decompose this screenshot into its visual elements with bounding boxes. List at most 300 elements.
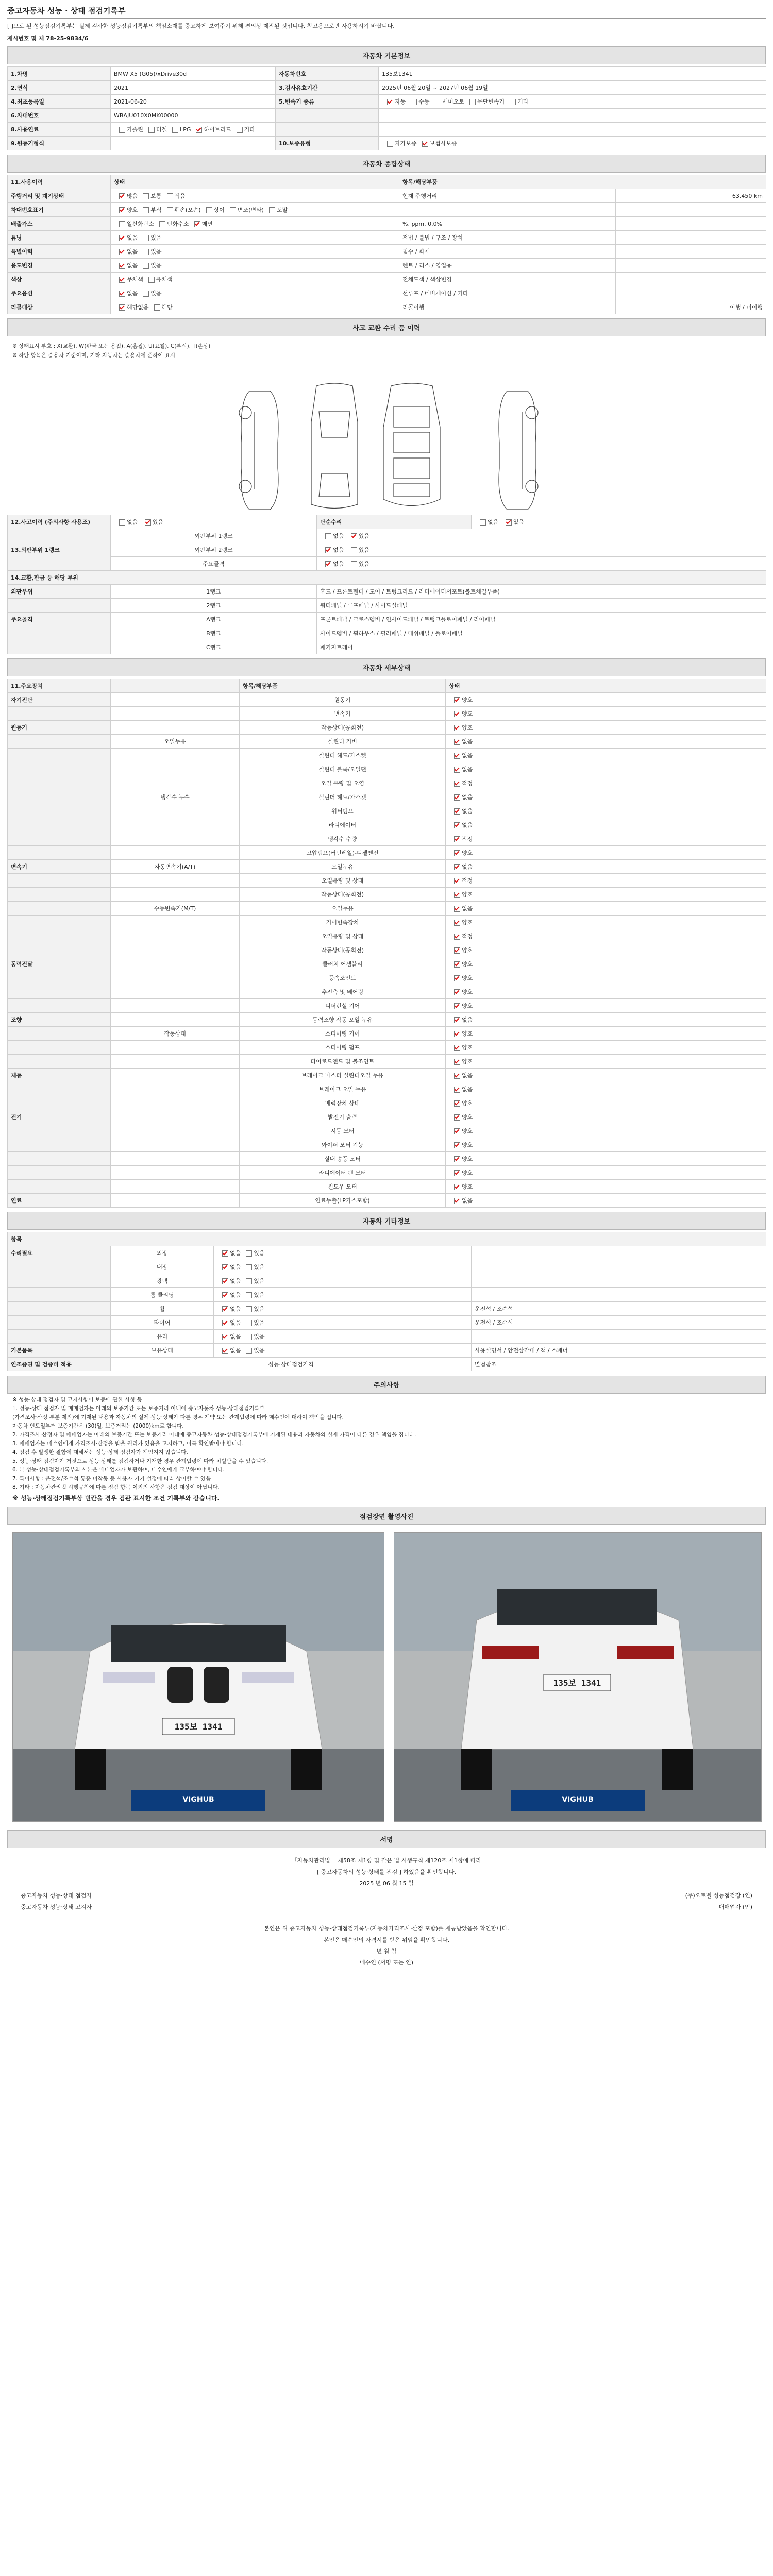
general-options-checkbox[interactable] xyxy=(206,207,212,213)
detail-state xyxy=(446,902,766,916)
general-options-checkbox[interactable] xyxy=(119,263,125,269)
detail-sub xyxy=(111,1138,240,1152)
detail-sub xyxy=(111,1082,240,1096)
inspector-label: 중고자동차 성능·상태 점검자 xyxy=(21,1892,92,1899)
detail-state-checkbox[interactable] xyxy=(454,1114,460,1121)
general-row xyxy=(8,259,766,273)
etc-options-option-label: 있음 xyxy=(254,1292,265,1298)
etc-row xyxy=(8,1260,766,1274)
general-options-checkbox[interactable] xyxy=(143,235,149,241)
detail-group xyxy=(8,818,111,832)
etc-extra: 운전석 / 조수석 xyxy=(472,1302,766,1316)
rank-row-1: 외판부위 1랭크 xyxy=(111,529,317,543)
front-lift-label: VIGHUB xyxy=(182,1795,214,1804)
front-photo xyxy=(12,1532,384,1822)
detail-state xyxy=(446,832,766,846)
detail-item: 실린더 커버 xyxy=(240,735,446,749)
general-options-option-label: 없음 xyxy=(127,248,138,255)
etc-item: 내장 xyxy=(111,1260,214,1274)
general-row xyxy=(8,203,766,217)
basic-row xyxy=(8,123,766,137)
detail-state-checkbox[interactable] xyxy=(454,878,460,884)
detail-sub xyxy=(111,943,240,957)
detail-item: 등속조인트 xyxy=(240,971,446,985)
detail-sub: 작동상태 xyxy=(111,1027,240,1041)
detail-state-checkbox[interactable] xyxy=(454,961,460,968)
detail-state-checkbox[interactable] xyxy=(454,711,460,717)
detail-item: 실내 송풍 모터 xyxy=(240,1152,446,1166)
detail-group xyxy=(8,1166,111,1180)
detail-group xyxy=(8,1096,111,1110)
caution-line: 8. 기타 : 자동차관리법 시행규칙에 따른 점검 항목 이외의 사항은 점검 대상이 아닙니다. xyxy=(12,1484,220,1490)
transmission-options-checkbox[interactable] xyxy=(510,99,516,105)
etc-options-checkbox[interactable] xyxy=(246,1334,252,1340)
detail-head-group: 11.주요장치 xyxy=(8,679,111,693)
detail-state-checkbox[interactable] xyxy=(454,1059,460,1065)
basic-value-2: 135보1341 xyxy=(379,67,766,81)
accident-table: 12.사고이력 (주의사항 사용조) 없음 있음 단순수리 없음 있음 13.외판부위 1랭크 외판부위 1랭크 없음 있음 외판부위 2랭크 없음 있음 주요골격 없음 있음 14.교환,판금 등 해당 부위 외판부위 1랭크 후드 / 프론트휀더 / 도어 / 트렁크리드 / 라디에이터서포트(볼트체결부품) 2랭크 쿼터패널 / 루프패널 / 사이드실패널 주요골격 A랭크 프론트패널 / 크로스멤버 / 인사이드패널 / 트렁크플로어패널 / 리어패널 B랭크 사이드멤버 / 휠하우스 / 필러패널 / 대쉬패널 / 플로어패널 C랭크 패키지트레이 xyxy=(7,515,766,654)
detail-sub xyxy=(111,1069,240,1082)
general-options-checkbox[interactable] xyxy=(167,207,173,213)
accident-yes-checkbox[interactable] xyxy=(145,519,151,526)
detail-state-label: 없음 xyxy=(462,863,473,870)
accident-label: 12.사고이력 (주의사항 사용조) xyxy=(8,515,111,529)
caution-line: 6. 본 성능·상태점검기록부의 사본은 매매업자가 보관하며, 매수인에게 교부하여야 합니다. xyxy=(12,1467,225,1473)
general-head-item: 11.사용이력 xyxy=(8,175,111,189)
detail-state-checkbox[interactable] xyxy=(454,1184,460,1190)
detail-row xyxy=(8,776,766,790)
detail-group xyxy=(8,1124,111,1138)
etc-options-option-label: 있음 xyxy=(254,1347,265,1354)
general-options-checkbox[interactable] xyxy=(159,221,165,227)
general-row xyxy=(8,300,766,314)
accident-none-checkbox[interactable] xyxy=(119,519,125,526)
detail-group: 전기 xyxy=(8,1110,111,1124)
detail-state-label: 적정 xyxy=(462,877,473,884)
detail-group xyxy=(8,874,111,888)
detail-state-checkbox[interactable] xyxy=(454,920,460,926)
detail-row xyxy=(8,1041,766,1055)
general-options xyxy=(111,245,399,259)
pricer-row xyxy=(21,1903,752,1911)
detail-state-label: 없음 xyxy=(462,1197,473,1204)
detail-state-label: 양호 xyxy=(462,1183,473,1190)
caution-line: 5. 성능·상태 점검자가 거짓으로 성능·상태를 점검하거나 기재한 경우 관계법령에 따라 처벌받을 수 있습니다. xyxy=(12,1458,268,1464)
general-options xyxy=(111,189,399,203)
etc-item: 휠 xyxy=(111,1302,214,1316)
detail-sub xyxy=(111,804,240,818)
detail-state xyxy=(446,1166,766,1180)
detail-state xyxy=(446,860,766,874)
receipt-block xyxy=(0,1923,773,1969)
general-options-checkbox[interactable] xyxy=(119,207,125,213)
transmission-options-option-label: 세미오토 xyxy=(442,98,465,105)
general-detail: %, ppm, 0.0% xyxy=(399,217,616,231)
detail-item: 스티어링 펌프 xyxy=(240,1041,446,1055)
general-options-checkbox[interactable] xyxy=(148,277,155,283)
receipt-line2: 본인은 매수인의 자격서를 받은 위임을 확인합니다. xyxy=(323,1937,450,1943)
detail-sub xyxy=(111,916,240,929)
etc-item: 보유상태 xyxy=(111,1344,214,1358)
etc-options-checkbox[interactable] xyxy=(246,1306,252,1312)
detail-sub xyxy=(111,721,240,735)
general-options-checkbox[interactable] xyxy=(167,193,173,199)
detail-row xyxy=(8,832,766,846)
general-options-option-label: 양호 xyxy=(127,207,138,213)
document-number-label: 제시번호 및 제 xyxy=(7,35,44,42)
transmission-options-checkbox[interactable] xyxy=(469,99,476,105)
detail-state xyxy=(446,790,766,804)
parts-group xyxy=(8,599,111,613)
general-label: 주행거리 및 계기상태 xyxy=(8,189,111,203)
general-label: 색상 xyxy=(8,273,111,286)
etc-row xyxy=(8,1316,766,1330)
general-options-option-label: 부식 xyxy=(150,207,162,213)
parts-group: 주요골격 xyxy=(8,613,111,626)
etc-row xyxy=(8,1288,766,1302)
general-options-option-label: 없음 xyxy=(127,290,138,297)
detail-item: 고압펌프(커먼레일)-디젤엔진 xyxy=(240,846,446,860)
price-label: 인조증권 및 검증비 적용 xyxy=(8,1358,111,1371)
detail-state-checkbox[interactable] xyxy=(454,1170,460,1176)
general-value xyxy=(616,203,766,217)
etc-options-checkbox[interactable] xyxy=(246,1292,252,1298)
detail-state-label: 양호 xyxy=(462,1058,473,1065)
detail-state-checkbox[interactable] xyxy=(454,781,460,787)
caution-line: 4. 점검 후 발생한 결함에 대해서는 성능·상태 점검자가 책임지지 않습니다. xyxy=(12,1449,188,1455)
caution-line: 3. 매매업자는 매수인에게 가격조사·산정을 받을 권리가 있음을 고지하고, 이를 확인받아야 합니다. xyxy=(12,1440,244,1447)
detail-state xyxy=(446,735,766,749)
warranty-options-checkbox[interactable] xyxy=(422,141,428,147)
detail-state-checkbox[interactable] xyxy=(454,1045,460,1051)
fuel-options-checkbox[interactable] xyxy=(237,127,243,133)
basic-row xyxy=(8,137,766,150)
detail-state-label: 없음 xyxy=(462,1086,473,1093)
detail-state xyxy=(446,1180,766,1194)
detail-row xyxy=(8,1082,766,1096)
etc-group: 수리필요 xyxy=(8,1246,111,1260)
detail-state-checkbox[interactable] xyxy=(454,739,460,745)
detail-state xyxy=(446,693,766,707)
detail-item: 냉각수 수량 xyxy=(240,832,446,846)
general-options-option-label: 많음 xyxy=(127,193,138,199)
detail-state-checkbox[interactable] xyxy=(454,1003,460,1009)
detail-state-label: 양호 xyxy=(462,947,473,954)
detail-sub xyxy=(111,1013,240,1027)
transmission-options-option-label: 수동 xyxy=(418,98,430,105)
detail-state-checkbox[interactable] xyxy=(454,947,460,954)
detail-state xyxy=(446,1055,766,1069)
detail-state xyxy=(446,762,766,776)
detail-group xyxy=(8,1027,111,1041)
detail-state-checkbox[interactable] xyxy=(454,1087,460,1093)
general-options-checkbox[interactable] xyxy=(269,207,275,213)
general-options-checkbox[interactable] xyxy=(119,304,125,311)
car-outline-diagram xyxy=(7,365,766,515)
detail-group xyxy=(8,916,111,929)
detail-state-checkbox[interactable] xyxy=(454,794,460,801)
detail-group xyxy=(8,1138,111,1152)
detail-state-checkbox[interactable] xyxy=(454,1142,460,1148)
etc-info-table xyxy=(7,1232,766,1371)
transmission-options-option-label: 무단변속기 xyxy=(477,98,505,105)
etc-item: 타이어 xyxy=(111,1316,214,1330)
etc-options-checkbox[interactable] xyxy=(222,1278,228,1284)
general-options xyxy=(111,217,399,231)
detail-state xyxy=(446,985,766,999)
detail-state-checkbox[interactable] xyxy=(454,1031,460,1037)
detail-state xyxy=(446,1152,766,1166)
basic-value: BMW X5 (G05)/xDrive30d xyxy=(111,67,276,81)
detail-sub xyxy=(111,693,240,707)
etc-item: 외장 xyxy=(111,1246,214,1260)
general-options-checkbox[interactable] xyxy=(119,249,125,255)
detail-state-checkbox[interactable] xyxy=(454,1100,460,1107)
detail-state-label: 양호 xyxy=(462,975,473,981)
transmission-options-checkbox[interactable] xyxy=(411,99,417,105)
general-options-option-label: 있음 xyxy=(150,248,162,255)
signature-statement: 「자동차관리법」 제58조 제1항 및 같은 법 시행규칙 제120조 제1항에 따라 [ 중고자동차의 성능·상태를 점검 ] 하였음을 확인합니다. 2025 년 06 월 15 일 xyxy=(0,1855,773,1889)
etc-options-option-label: 없음 xyxy=(230,1306,241,1312)
detail-group xyxy=(8,735,111,749)
general-detail: 적법 / 불법 / 구조 / 장치 xyxy=(399,231,616,245)
transmission-options-option-label: 기타 xyxy=(517,98,529,105)
rear-lift-label: VIGHUB xyxy=(562,1795,594,1804)
general-options xyxy=(111,273,399,286)
parts-list: 사이드멤버 / 휠하우스 / 필러패널 / 대쉬패널 / 플로어패널 xyxy=(317,626,766,640)
fuel-options-option-label: 하이브리드 xyxy=(204,126,231,133)
detail-row xyxy=(8,1096,766,1110)
detail-state-checkbox[interactable] xyxy=(454,767,460,773)
general-options-checkbox[interactable] xyxy=(119,193,125,199)
etc-options-checkbox[interactable] xyxy=(222,1250,228,1257)
detail-state-checkbox[interactable] xyxy=(454,836,460,842)
detail-state-checkbox[interactable] xyxy=(454,934,460,940)
detail-row xyxy=(8,1138,766,1152)
general-options-checkbox[interactable] xyxy=(143,207,149,213)
general-options-checkbox[interactable] xyxy=(119,221,125,227)
detail-item: 라디에이터 xyxy=(240,818,446,832)
caution-line: 7. 특이사항 : 운전석/조수석 통풍 미작동 등 사용자 기기 설정에 따라 상이할 수 있음 xyxy=(12,1476,211,1482)
inspector-row xyxy=(21,1891,752,1900)
repair-yes-checkbox[interactable] xyxy=(506,519,512,526)
basic-value-2 xyxy=(379,123,766,137)
detail-state-checkbox[interactable] xyxy=(454,864,460,870)
etc-item: 광택 xyxy=(111,1274,214,1288)
detail-row xyxy=(8,762,766,776)
detail-state-checkbox[interactable] xyxy=(454,753,460,759)
detail-row xyxy=(8,888,766,902)
general-row xyxy=(8,231,766,245)
detail-item: 시동 모터 xyxy=(240,1124,446,1138)
detail-state-checkbox[interactable] xyxy=(454,906,460,912)
general-detail: 전체도색 / 색상변경 xyxy=(399,273,616,286)
detail-row xyxy=(8,902,766,916)
general-options-checkbox[interactable] xyxy=(194,221,200,227)
section-caution: 주의사항 xyxy=(7,1376,766,1394)
detail-item: 작동상태(공회전) xyxy=(240,943,446,957)
transmission-options-checkbox[interactable] xyxy=(387,99,393,105)
basic-value-2: 2025년 06월 20일 ~ 2027년 06월 19일 xyxy=(379,81,766,95)
general-options-checkbox[interactable] xyxy=(143,249,149,255)
detail-state-label: 없음 xyxy=(462,808,473,815)
detail-state xyxy=(446,707,766,721)
general-options-checkbox[interactable] xyxy=(119,235,125,241)
detail-state-checkbox[interactable] xyxy=(454,892,460,898)
fuel-options-checkbox[interactable] xyxy=(148,127,155,133)
etc-options-checkbox[interactable] xyxy=(222,1348,228,1354)
detail-item: 원동기 xyxy=(240,693,446,707)
detail-sub xyxy=(111,1180,240,1194)
basic-row xyxy=(8,67,766,81)
section-signature: 서명 xyxy=(7,1830,766,1848)
warranty-options-checkbox[interactable] xyxy=(387,141,393,147)
detail-sub xyxy=(111,971,240,985)
detail-sub xyxy=(111,1041,240,1055)
etc-options-checkbox[interactable] xyxy=(222,1264,228,1270)
car-top-view xyxy=(383,383,440,506)
transmission-options-option-label: 자동 xyxy=(395,98,406,105)
general-label: 특별이력 xyxy=(8,245,111,259)
general-options-checkbox[interactable] xyxy=(143,291,149,297)
basic-label: 6.차대번호 xyxy=(8,109,111,123)
car-front-view xyxy=(311,383,358,509)
detail-item: 윈도우 모터 xyxy=(240,1180,446,1194)
fuel-options-checkbox[interactable] xyxy=(172,127,178,133)
detail-state-checkbox[interactable] xyxy=(454,1073,460,1079)
detail-state xyxy=(446,749,766,762)
signature-date: 2025 년 06 월 15 일 xyxy=(359,1880,414,1887)
etc-options-checkbox[interactable] xyxy=(246,1250,252,1257)
detail-item: 브레이크 마스터 실린더오일 누유 xyxy=(240,1069,446,1082)
etc-options-option-label: 있음 xyxy=(254,1319,265,1326)
detail-item: 스티어링 기어 xyxy=(240,1027,446,1041)
detail-row xyxy=(8,1194,766,1208)
detail-state-checkbox[interactable] xyxy=(454,1156,460,1162)
general-options-checkbox[interactable] xyxy=(143,263,149,269)
general-options-checkbox[interactable] xyxy=(230,207,236,213)
detail-state-checkbox[interactable] xyxy=(454,697,460,703)
detail-state-label: 적정 xyxy=(462,933,473,940)
etc-head: 항목 xyxy=(8,1232,766,1246)
repair-none-checkbox[interactable] xyxy=(480,519,486,526)
detail-state xyxy=(446,776,766,790)
detail-state xyxy=(446,818,766,832)
damage-legend xyxy=(12,342,761,360)
etc-options-checkbox[interactable] xyxy=(246,1348,252,1354)
general-options-option-label: 무채색 xyxy=(127,276,143,283)
etc-extra xyxy=(472,1330,766,1344)
detail-group xyxy=(8,971,111,985)
detail-row xyxy=(8,749,766,762)
detail-item: 디퍼런셜 기어 xyxy=(240,999,446,1013)
etc-options-checkbox[interactable] xyxy=(246,1264,252,1270)
detail-state-label: 없음 xyxy=(462,738,473,745)
detail-state-checkbox[interactable] xyxy=(454,1017,460,1023)
detail-sub xyxy=(111,888,240,902)
detail-state-checkbox[interactable] xyxy=(454,822,460,828)
etc-row xyxy=(8,1246,766,1260)
detail-state-checkbox[interactable] xyxy=(454,725,460,731)
simple-repair-label: 단순수리 xyxy=(317,515,472,529)
etc-extra xyxy=(472,1260,766,1274)
detail-state-label: 양호 xyxy=(462,989,473,995)
detail-row xyxy=(8,721,766,735)
etc-options-checkbox[interactable] xyxy=(222,1320,228,1326)
general-options xyxy=(111,203,399,217)
detail-state-table xyxy=(7,679,766,1208)
detail-row xyxy=(8,1027,766,1041)
etc-options-checkbox[interactable] xyxy=(246,1320,252,1326)
fuel-options-checkbox[interactable] xyxy=(119,127,125,133)
detail-state-label: 양호 xyxy=(462,919,473,926)
detail-state-checkbox[interactable] xyxy=(454,1128,460,1134)
etc-options xyxy=(214,1344,472,1358)
general-options xyxy=(111,259,399,273)
detail-sub xyxy=(111,957,240,971)
detail-group: 변속기 xyxy=(8,860,111,874)
detail-state xyxy=(446,1041,766,1055)
detail-state xyxy=(446,846,766,860)
section-detail-state: 자동차 세부상태 xyxy=(7,658,766,676)
detail-sub: 자동변속기(A/T) xyxy=(111,860,240,874)
etc-options xyxy=(214,1316,472,1330)
car-right-side-view xyxy=(499,391,538,510)
detail-state-label: 양호 xyxy=(462,891,473,898)
detail-state-checkbox[interactable] xyxy=(454,850,460,856)
detail-state-checkbox[interactable] xyxy=(454,975,460,981)
general-options-option-label: 일산화탄소 xyxy=(127,221,155,227)
general-options-checkbox[interactable] xyxy=(119,291,125,297)
general-options-option-label: 변조(변타) xyxy=(237,207,264,213)
etc-options-checkbox[interactable] xyxy=(222,1334,228,1340)
basic-label: 2.연식 xyxy=(8,81,111,95)
general-label: 리콜대상 xyxy=(8,300,111,314)
etc-group xyxy=(8,1302,111,1316)
detail-state-checkbox[interactable] xyxy=(454,989,460,995)
basic-label: 8.사용연료 xyxy=(8,123,111,137)
etc-options-checkbox[interactable] xyxy=(222,1292,228,1298)
general-options-option-label: 해당 xyxy=(161,304,173,311)
front-plate: 135보 1341 xyxy=(174,1722,223,1732)
detail-head-state: 상태 xyxy=(446,679,766,693)
detail-sub xyxy=(111,832,240,846)
general-options-checkbox[interactable] xyxy=(143,193,149,199)
general-options-checkbox[interactable] xyxy=(119,277,125,283)
detail-group xyxy=(8,749,111,762)
basic-value xyxy=(111,137,276,150)
detail-state-checkbox[interactable] xyxy=(454,808,460,815)
detail-state-label: 없음 xyxy=(462,905,473,912)
transmission-options-checkbox[interactable] xyxy=(435,99,441,105)
detail-state xyxy=(446,1096,766,1110)
general-options-checkbox[interactable] xyxy=(154,304,160,311)
etc-options-checkbox[interactable] xyxy=(246,1278,252,1284)
document-notice: [ ]으로 된 성능점검기록부는 실제 검사한 성능점검기록부의 책임소재를 중요하게 보여주기 위해 편의상 제작된 것입니다. 참고용으로만 사용하시기 바랍니다. xyxy=(7,18,766,30)
detail-state xyxy=(446,1110,766,1124)
price-label2: 성능·상태점검가격 xyxy=(111,1358,472,1371)
detail-state-checkbox[interactable] xyxy=(454,1198,460,1204)
parts-grade: A랭크 xyxy=(111,613,317,626)
etc-options-checkbox[interactable] xyxy=(222,1306,228,1312)
detail-group: 동력전달 xyxy=(8,957,111,971)
detail-sub xyxy=(111,1055,240,1069)
fuel-options-checkbox[interactable] xyxy=(196,127,202,133)
detail-sub xyxy=(111,749,240,762)
detail-sub xyxy=(111,818,240,832)
detail-item: 타이로드엔드 및 볼조인트 xyxy=(240,1055,446,1069)
detail-state-label: 양호 xyxy=(462,961,473,968)
